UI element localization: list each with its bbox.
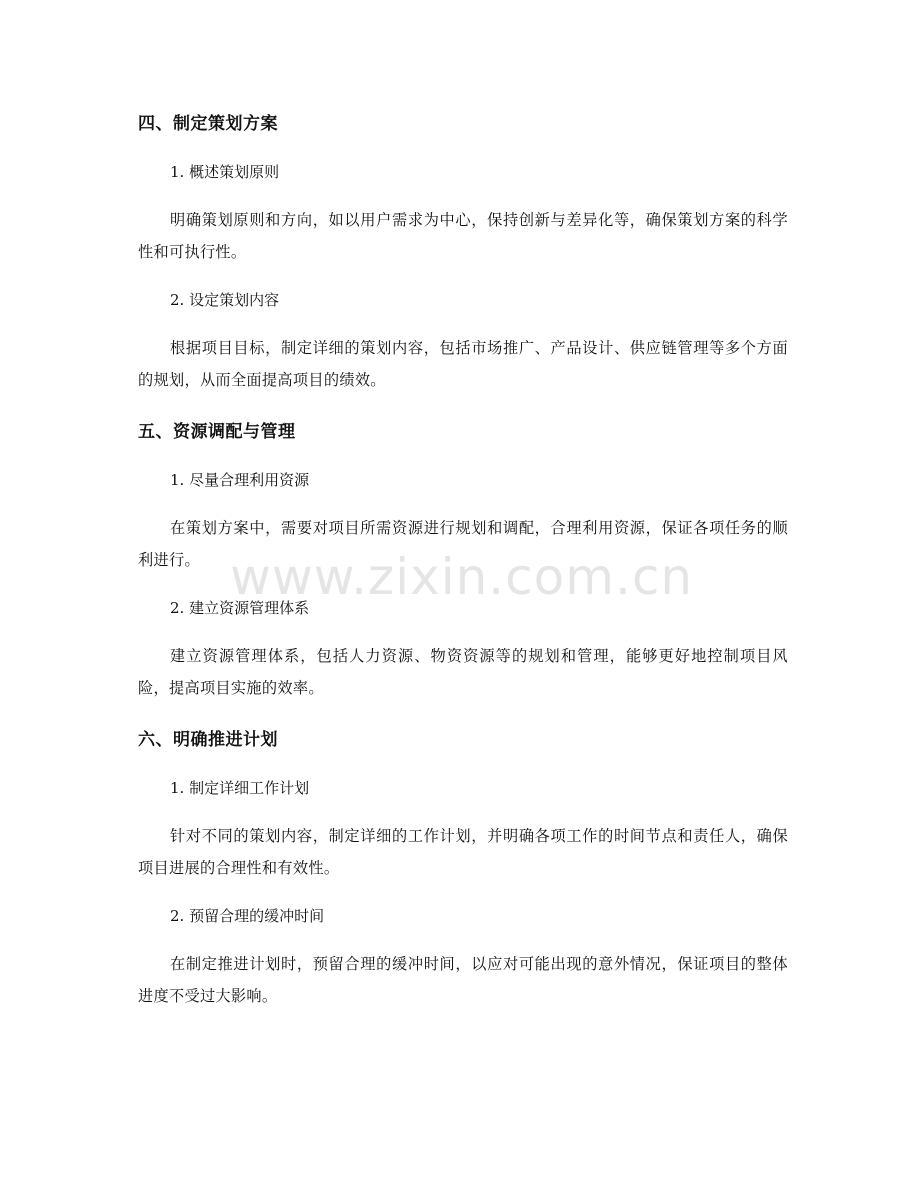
section-heading: 六、明确推进计划 — [138, 730, 278, 750]
paragraph: 在制定推进计划时，预留合理的缓冲时间，以应对可能出现的意外情况，保证项目的整体进度不受过大影响。 — [138, 955, 788, 1005]
section-heading: 五、资源调配与管理 — [138, 422, 296, 442]
subsection-title: 2. 预留合理的缓冲时间 — [170, 907, 325, 925]
watermark: www.zixin.com.cn — [230, 548, 694, 606]
paragraph: 建立资源管理体系，包括人力资源、物资资源等的规划和管理，能够更好地控制项目风险，提高项目实施的效率。 — [138, 647, 788, 697]
document-body — [138, 104, 788, 1028]
subsection-title: 2. 建立资源管理体系 — [170, 599, 310, 617]
subsection-title: 1. 概述策划原则 — [170, 163, 280, 181]
paragraph: 针对不同的策划内容，制定详细的工作计划，并明确各项工作的时间节点和责任人，确保项目进展的合理性和有效性。 — [138, 827, 788, 877]
subsection-title: 1. 尽量合理利用资源 — [170, 471, 310, 489]
paragraph: 在策划方案中，需要对项目所需资源进行规划和调配，合理利用资源，保证各项任务的顺利进行。 — [138, 519, 788, 569]
subsection-title: 2. 设定策划内容 — [170, 291, 280, 309]
section-heading: 四、制定策划方案 — [138, 114, 278, 134]
paragraph: 根据项目目标，制定详细的策划内容，包括市场推广、产品设计、供应链管理等多个方面的规划，从而全面提高项目的绩效。 — [138, 339, 788, 389]
subsection-title: 1. 制定详细工作计划 — [170, 779, 310, 797]
paragraph: 明确策划原则和方向，如以用户需求为中心，保持创新与差异化等，确保策划方案的科学性和可执行性。 — [138, 211, 788, 261]
